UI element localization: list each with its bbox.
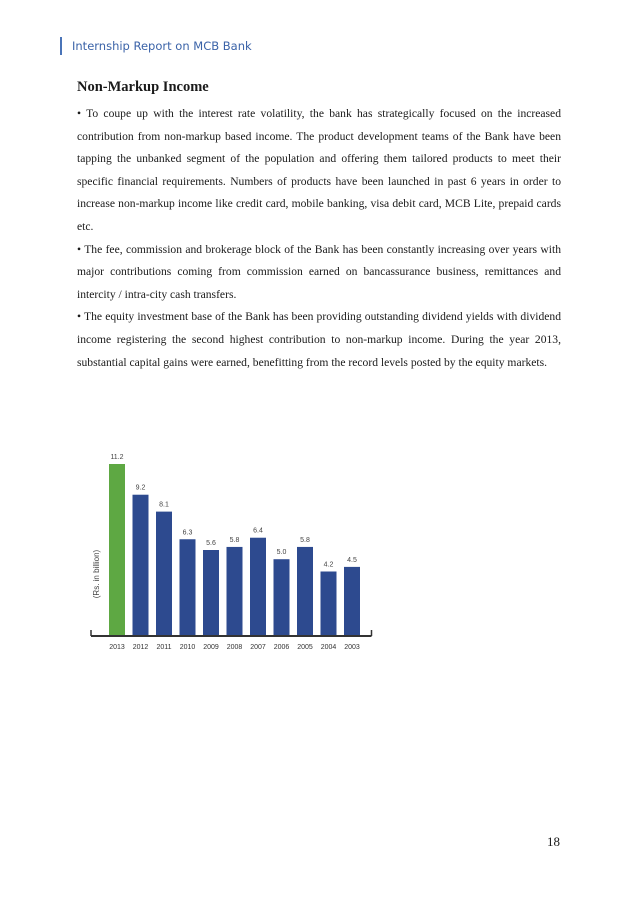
page-header <box>60 36 252 56</box>
chart-value-label: 4.2 <box>323 561 334 569</box>
chart-category-label: 2008 <box>226 644 243 651</box>
main-content <box>77 77 561 374</box>
chart-value-label: 8.1 <box>159 501 169 509</box>
chart-category-label: 2004 <box>320 644 337 651</box>
chart-category-label: 2012 <box>132 644 149 651</box>
chart-bar-2013 <box>109 464 125 636</box>
chart-value-label: 5.8 <box>229 536 240 544</box>
chart-value-label: 5.6 <box>206 540 216 547</box>
chart-category-label: 2007 <box>250 644 266 651</box>
paragraph-non-markup: • To coupe up with the interest rate volatility, the bank has strategically focused on the increased contribution from non-markup based income. The product development teams of the Bank have been tapping the unbanked segment of the population and offering them tailored products to meet their specific financial requirements. Numbers of products have been launched in past 6 years in order to increase non-markup income like credit card, mobile banking, visa debit card, MCB Lite, prepaid cards etc. <box>77 107 561 233</box>
chart-bar-2004 <box>321 572 337 637</box>
chart-category-label: 2006 <box>273 644 290 651</box>
chart-bar-2008 <box>227 547 243 636</box>
chart-category-label: 2013 <box>109 644 125 651</box>
chart-category-label: 2005 <box>297 644 313 651</box>
chart-category-label: 2011 <box>156 644 172 651</box>
chart-value-label: 9.2 <box>135 484 146 492</box>
chart-bar-2003 <box>344 567 360 636</box>
non-markup-income-chart <box>85 444 375 654</box>
chart-value-label: 5.0 <box>276 549 287 557</box>
chart-category-label: 2003 <box>344 644 360 651</box>
section-title: Non-Markup Income <box>77 79 209 95</box>
paragraph-fee-commission: • The fee, commission and brokerage block of the Bank has been constantly increasing over years with major contributions coming from commission earned on bancassurance business, remittances and intercity / intra-city cash transfers. <box>77 242 561 301</box>
chart-value-label: 4.5 <box>347 556 357 564</box>
chart-bar-2012 <box>133 495 149 636</box>
chart-value-label: 6.4 <box>253 527 263 535</box>
chart-value-label: 11.2 <box>110 454 124 461</box>
header-accent-bar <box>60 37 62 55</box>
chart-category-label: 2010 <box>179 644 196 651</box>
chart-category-label: 2009 <box>203 644 219 651</box>
chart-value-label: 6.3 <box>182 529 193 537</box>
page-number: 18 <box>547 834 560 849</box>
chart-bar-2009 <box>203 550 219 636</box>
chart-bar-2006 <box>274 559 290 636</box>
chart-bar-2010 <box>180 539 196 636</box>
paragraph-equity-investment: • The equity investment base of the Bank has been providing outstanding dividend yields with dividend income registering the second highest contribution to non-markup income. During the year 2013, substantial capital gains were earned, benefitting from the record levels posted by the equity markets. <box>77 310 561 369</box>
bar-chart-svg <box>85 444 375 654</box>
header-title: Internship Report on MCB Bank <box>72 39 252 53</box>
chart-bar-2005 <box>297 547 313 636</box>
chart-value-label: 5.8 <box>300 536 310 544</box>
chart-y-axis-label: (Rs. in billion) <box>92 549 101 599</box>
chart-bar-2011 <box>156 512 172 636</box>
chart-bar-2007 <box>250 538 266 636</box>
